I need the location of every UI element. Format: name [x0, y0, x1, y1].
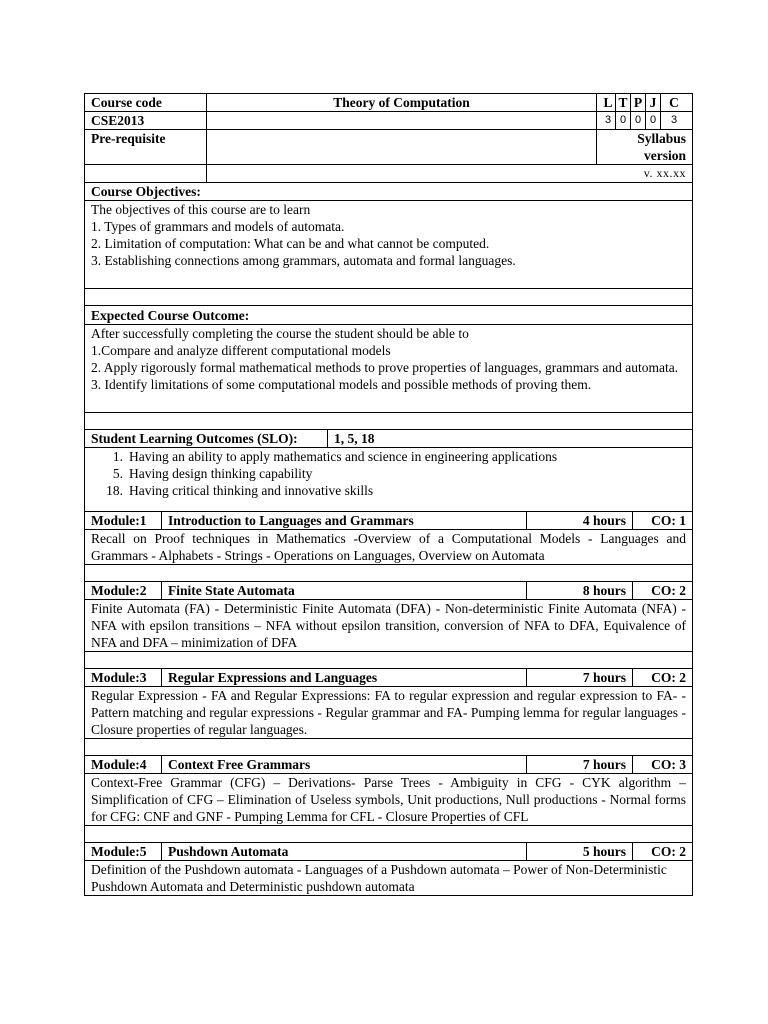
outcome-body [84, 325, 693, 413]
module-3-heading-row [84, 669, 693, 687]
module-hours: 5 hours [527, 843, 633, 860]
module-5-heading-row [84, 843, 693, 861]
module-description: Finite Automata (FA) - Deterministic Finite Automata (DFA) - Non-deterministic Finite Automata (NFA) - NFA with epsilon transitions – NFA without epsilon transition, conversion of NFA to DFA, Equivalence of NFA and DFA – minimization of DFA [91, 601, 686, 650]
objectives-body [84, 201, 693, 289]
header-row-2 [84, 112, 693, 130]
ltpjc-label-c: C [669, 95, 679, 110]
module-co: CO: 2 [651, 844, 686, 859]
prerequisite-label: Pre-requisite [85, 130, 207, 164]
objective-line: 3. Establishing connections among grammars, automata and formal languages. [91, 253, 516, 268]
module-description: Recall on Proof techniques in Mathematics -Overview of a Computational Models - Languages and Grammars - Alphabets - Strings - Operations on Languages, Overview on Automata [91, 531, 686, 563]
module-co: CO: 3 [651, 757, 686, 772]
outcome-line: 1.Compare and analyze different computational models [91, 343, 391, 358]
slo-list [85, 448, 692, 499]
objective-line: 1. Types of grammars and models of automata. [91, 219, 345, 234]
spacer-row [84, 826, 693, 843]
module-2-body [84, 600, 693, 652]
module-title: Regular Expressions and Languages [162, 669, 527, 686]
slo-item-number: 18. [106, 483, 123, 498]
syllabus-document [84, 93, 693, 896]
module-description: Regular Expression - FA and Regular Expressions: FA to regular expression and regular expression to FA- - Pattern matching and regular expressions - Regular grammar and FA- Pumping lemma for regular languages - Closure properties of regular languages. [91, 688, 686, 737]
syllabus-version-label: Syllabus version [637, 131, 686, 163]
module-description: Context-Free Grammar (CFG) – Derivations- Parse Trees - Ambiguity in CFG - CYK algorithm – Simplification of CFG – Elimination of Useless symbols, Unit productions, Null productions - Normal forms for CFG: CNF and GNF - Pumping Lemma for CFL - Closure Properties of CFL [91, 775, 686, 824]
module-3-body [84, 687, 693, 739]
spacer-row [84, 565, 693, 582]
slo-item [85, 448, 692, 465]
header-row-1 [84, 93, 693, 112]
objectives-heading-row [84, 183, 693, 201]
outcome-heading-row [84, 306, 693, 325]
objective-line: The objectives of this course are to learn [91, 202, 311, 217]
module-label: Module:3 [85, 669, 162, 686]
module-1-body [84, 530, 693, 565]
module-title: Context Free Grammars [162, 756, 527, 773]
ltpjc-value-j: 0 [646, 112, 661, 129]
version-blank-left [85, 165, 207, 182]
module-hours: 7 hours [527, 756, 633, 773]
outcome-line: 2. Apply rigorously formal mathematical methods to prove properties of languages, grammars and automata. [91, 360, 679, 375]
prerequisite-value [207, 130, 597, 164]
spacer-row [84, 413, 693, 430]
course-title: Theory of Computation [207, 94, 597, 111]
prerequisite-row [84, 130, 693, 165]
slo-heading: Student Learning Outcomes (SLO): [85, 430, 328, 447]
objective-line: 2. Limitation of computation: What can be and what cannot be computed. [91, 236, 490, 251]
ltpjc-value-t: 0 [616, 112, 631, 129]
module-label: Module:5 [85, 843, 162, 860]
module-title: Introduction to Languages and Grammars [162, 512, 527, 529]
ltpjc-labels [597, 94, 687, 111]
module-4-body [84, 774, 693, 826]
slo-item [85, 465, 692, 482]
slo-item [85, 482, 692, 499]
outcome-lines [85, 325, 692, 393]
module-label: Module:2 [85, 582, 162, 599]
module-co: CO: 2 [651, 583, 686, 598]
module-label: Module:1 [85, 512, 162, 529]
module-title: Finite State Automata [162, 582, 527, 599]
slo-list-wrap [85, 448, 692, 499]
module-4-heading-row [84, 756, 693, 774]
course-code-label: Course code [85, 94, 207, 111]
ltpjc-value-p: 0 [631, 112, 646, 129]
ltpjc-values [597, 112, 687, 129]
syllabus-version: v. xx.xx [643, 166, 686, 180]
ltpjc-value-l: 3 [601, 112, 616, 129]
outcome-line: After successfully completing the course the student should be able to [91, 326, 469, 341]
spacer-row [84, 289, 693, 306]
spacer-row [84, 652, 693, 669]
ltpjc-value-c: 3 [670, 114, 678, 126]
course-code: CSE2013 [85, 112, 207, 129]
slo-item-text: Having design thinking capability [129, 466, 313, 481]
slo-item-text: Having an ability to apply mathematics and science in engineering applications [129, 449, 558, 464]
slo-heading-row [84, 430, 693, 448]
outcome-line: 3. Identify limitations of some computational models and possible methods of proving them. [91, 377, 592, 392]
module-1-heading-row [84, 512, 693, 530]
ltpjc-label-l: L [601, 94, 616, 111]
module-hours: 7 hours [527, 669, 633, 686]
module-co: CO: 1 [651, 513, 686, 528]
ltpjc-label-t: T [616, 94, 631, 111]
spacer-row [84, 739, 693, 756]
module-hours: 4 hours [527, 512, 633, 529]
slo-item-number: 1. [112, 449, 123, 464]
module-2-heading-row [84, 582, 693, 600]
slo-codes: 1, 5, 18 [334, 431, 375, 446]
slo-item-number: 5. [112, 466, 123, 481]
module-hours: 8 hours [527, 582, 633, 599]
version-row [84, 165, 693, 183]
module-co: CO: 2 [651, 670, 686, 685]
objectives-lines [85, 201, 692, 269]
slo-body [84, 448, 693, 512]
ltpjc-label-j: J [646, 94, 661, 111]
slo-item-text: Having critical thinking and innovative skills [129, 483, 374, 498]
objectives-heading: Course Objectives: [91, 184, 201, 199]
outcome-heading: Expected Course Outcome: [91, 308, 250, 323]
course-code-blank [207, 112, 597, 129]
module-5-body [84, 861, 693, 896]
module-title: Pushdown Automata [162, 843, 527, 860]
ltpjc-label-p: P [631, 94, 646, 111]
module-label: Module:4 [85, 756, 162, 773]
module-description: Definition of the Pushdown automata - Languages of a Pushdown automata – Power of Non-Deterministic Pushdown Automata and Deterministic pushdown automata [91, 862, 667, 894]
